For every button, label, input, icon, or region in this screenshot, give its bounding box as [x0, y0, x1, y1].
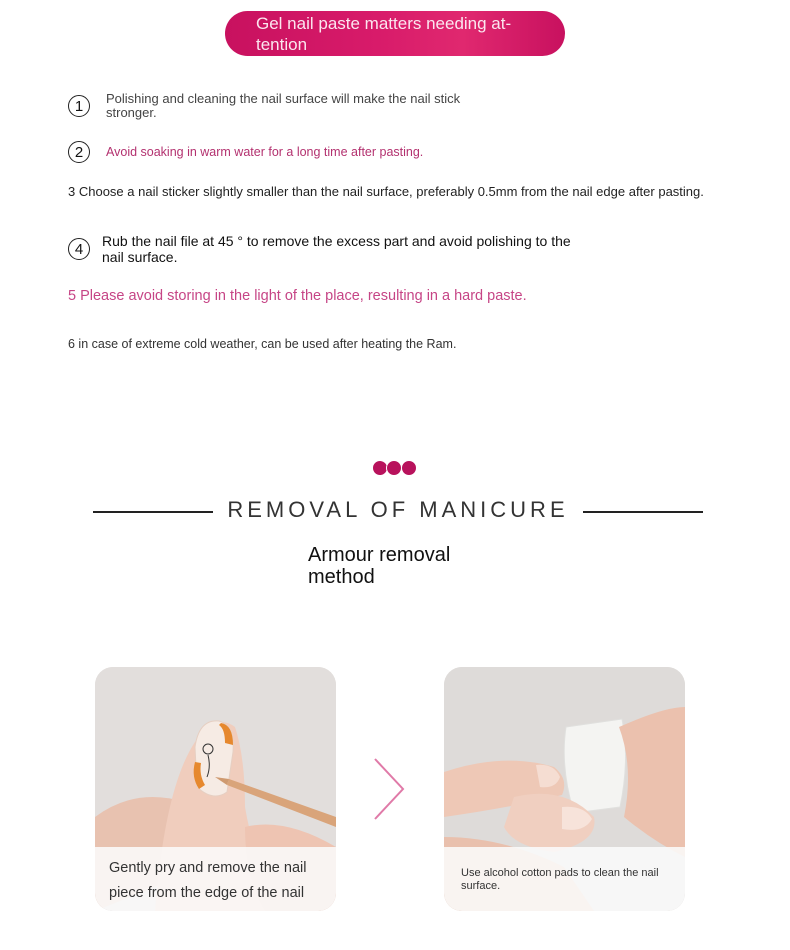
- number-1-icon: 1: [68, 95, 90, 117]
- section-subtitle: [308, 544, 478, 588]
- decorative-dots-icon: [372, 460, 422, 478]
- note-item-6: 6 in case of extreme cold weather, can be used after heating the Ram.: [68, 337, 457, 351]
- dot-icon: [401, 460, 417, 476]
- chevron-right-icon: [372, 757, 406, 821]
- number-2-icon: 2: [68, 141, 90, 163]
- note-item-4: [68, 233, 582, 265]
- banner-title: Gel nail paste matters needing at-tention: [256, 14, 512, 54]
- attention-banner: [225, 11, 565, 56]
- removal-step-card-2: [444, 667, 685, 911]
- divider-right: [583, 511, 703, 513]
- number-4-icon: 4: [68, 238, 90, 260]
- note-text-1: Polishing and cleaning the nail surface will make the nail stick stronger.: [106, 91, 461, 120]
- removal-step-card-1: [95, 667, 336, 911]
- note-item-1: [68, 92, 506, 120]
- dot-icon: [386, 460, 402, 476]
- step-caption-1: Gently pry and remove the nail piece from the edge of the nail: [95, 847, 336, 911]
- note-text-4: Rub the nail file at 45 ° to remove the excess part and avoid polishing to the nail surface.: [102, 233, 571, 265]
- section-title: REMOVAL OF MANICURE: [227, 497, 569, 522]
- divider-left: [93, 511, 213, 513]
- note-text-2: Avoid soaking in warm water for a long time after pasting.: [106, 145, 424, 159]
- subtitle-text: Armour removal method: [308, 544, 451, 588]
- note-item-5: 5 Please avoid storing in the light of the place, resulting in a hard paste.: [68, 288, 527, 304]
- note-item-2: [68, 141, 423, 163]
- note-item-3: 3 Choose a nail sticker slightly smaller than the nail surface, preferably 0.5mm from the nail edge after pasting.: [68, 184, 704, 199]
- step-caption-2: Use alcohol cotton pads to clean the nail surface.: [444, 847, 685, 911]
